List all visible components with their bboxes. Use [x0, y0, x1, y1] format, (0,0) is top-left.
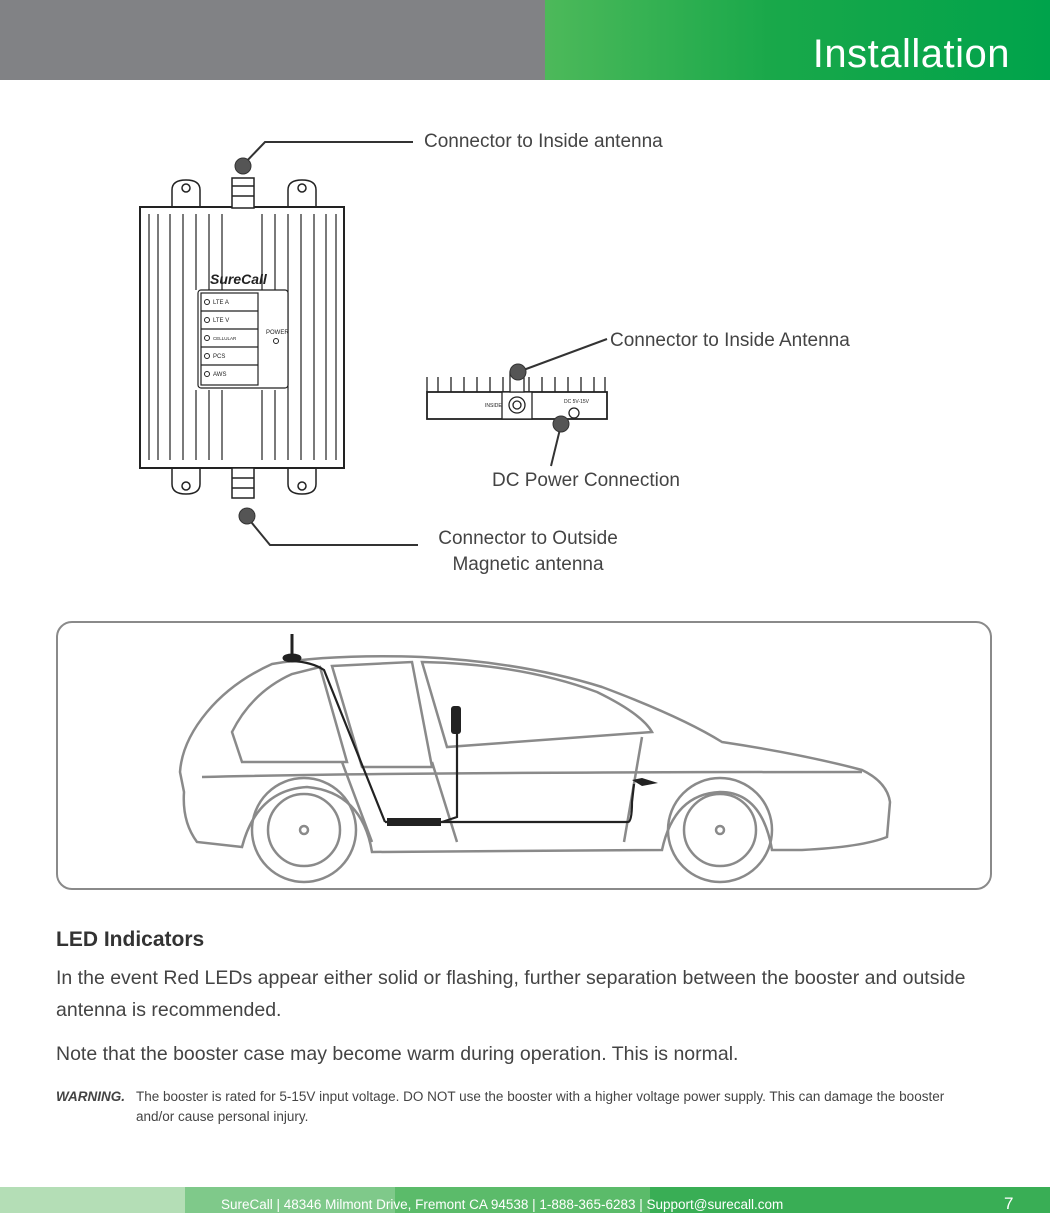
- side-port-label: INSIDE: [485, 403, 502, 409]
- paragraph-led-advice: In the event Red LEDs appear either solid or flashing, further separation between the booster and outside antenna is recommended.: [56, 967, 966, 1021]
- page-title: Installation: [812, 32, 1010, 76]
- warning-text: The booster is rated for 5-15V input voltage. DO NOT use the booster with a higher voltage power supply. This can damage the booster and/or cause personal injury.: [136, 1089, 945, 1124]
- label-inside-antenna-top: Connector to Inside antenna: [424, 131, 663, 152]
- side-dc-label: DC 5V-15V: [564, 399, 590, 405]
- footer-contact: SureCall | 48346 Milmont Drive, Fremont CA 94538 | 1-888-365-6283 | Support@surecall.com: [221, 1197, 784, 1212]
- page-number: 7: [1004, 1194, 1014, 1213]
- label-outside-antenna-line1: Connector to Outside: [438, 528, 618, 549]
- callout-dot-inside: [510, 364, 526, 380]
- label-inside-antenna-side: Connector to Inside Antenna: [610, 330, 850, 351]
- callout-dot-outside: [239, 508, 255, 524]
- car-drawing: [58, 623, 992, 890]
- booster-on-car: [387, 818, 441, 826]
- paragraph-warm-case: Note that the booster case may become warm during operation. This is normal.: [56, 1043, 739, 1065]
- callout-dot-top: [235, 158, 251, 174]
- inside-antenna-on-car: [451, 706, 461, 734]
- label-outside-antenna-line2: Magnetic antenna: [452, 554, 604, 575]
- power-led-label: POWER: [266, 330, 289, 336]
- led-label-aws: AWS: [213, 372, 227, 378]
- led-label-cellular: CELLULAR: [213, 336, 237, 341]
- callout-dot-dc: [553, 416, 569, 432]
- booster-brand-logo: SureCall: [210, 271, 267, 287]
- booster-diagram: [0, 0, 1050, 600]
- car-installation-illustration: [56, 621, 992, 890]
- warning-label: WARNING.: [56, 1089, 125, 1104]
- label-dc-power: DC Power Connection: [492, 470, 680, 491]
- led-label-lte-v: LTE V: [213, 318, 230, 324]
- led-label-pcs: PCS: [213, 354, 226, 360]
- section-heading-led-indicators: LED Indicators: [56, 928, 205, 951]
- led-label-lte-a: LTE A: [213, 300, 229, 306]
